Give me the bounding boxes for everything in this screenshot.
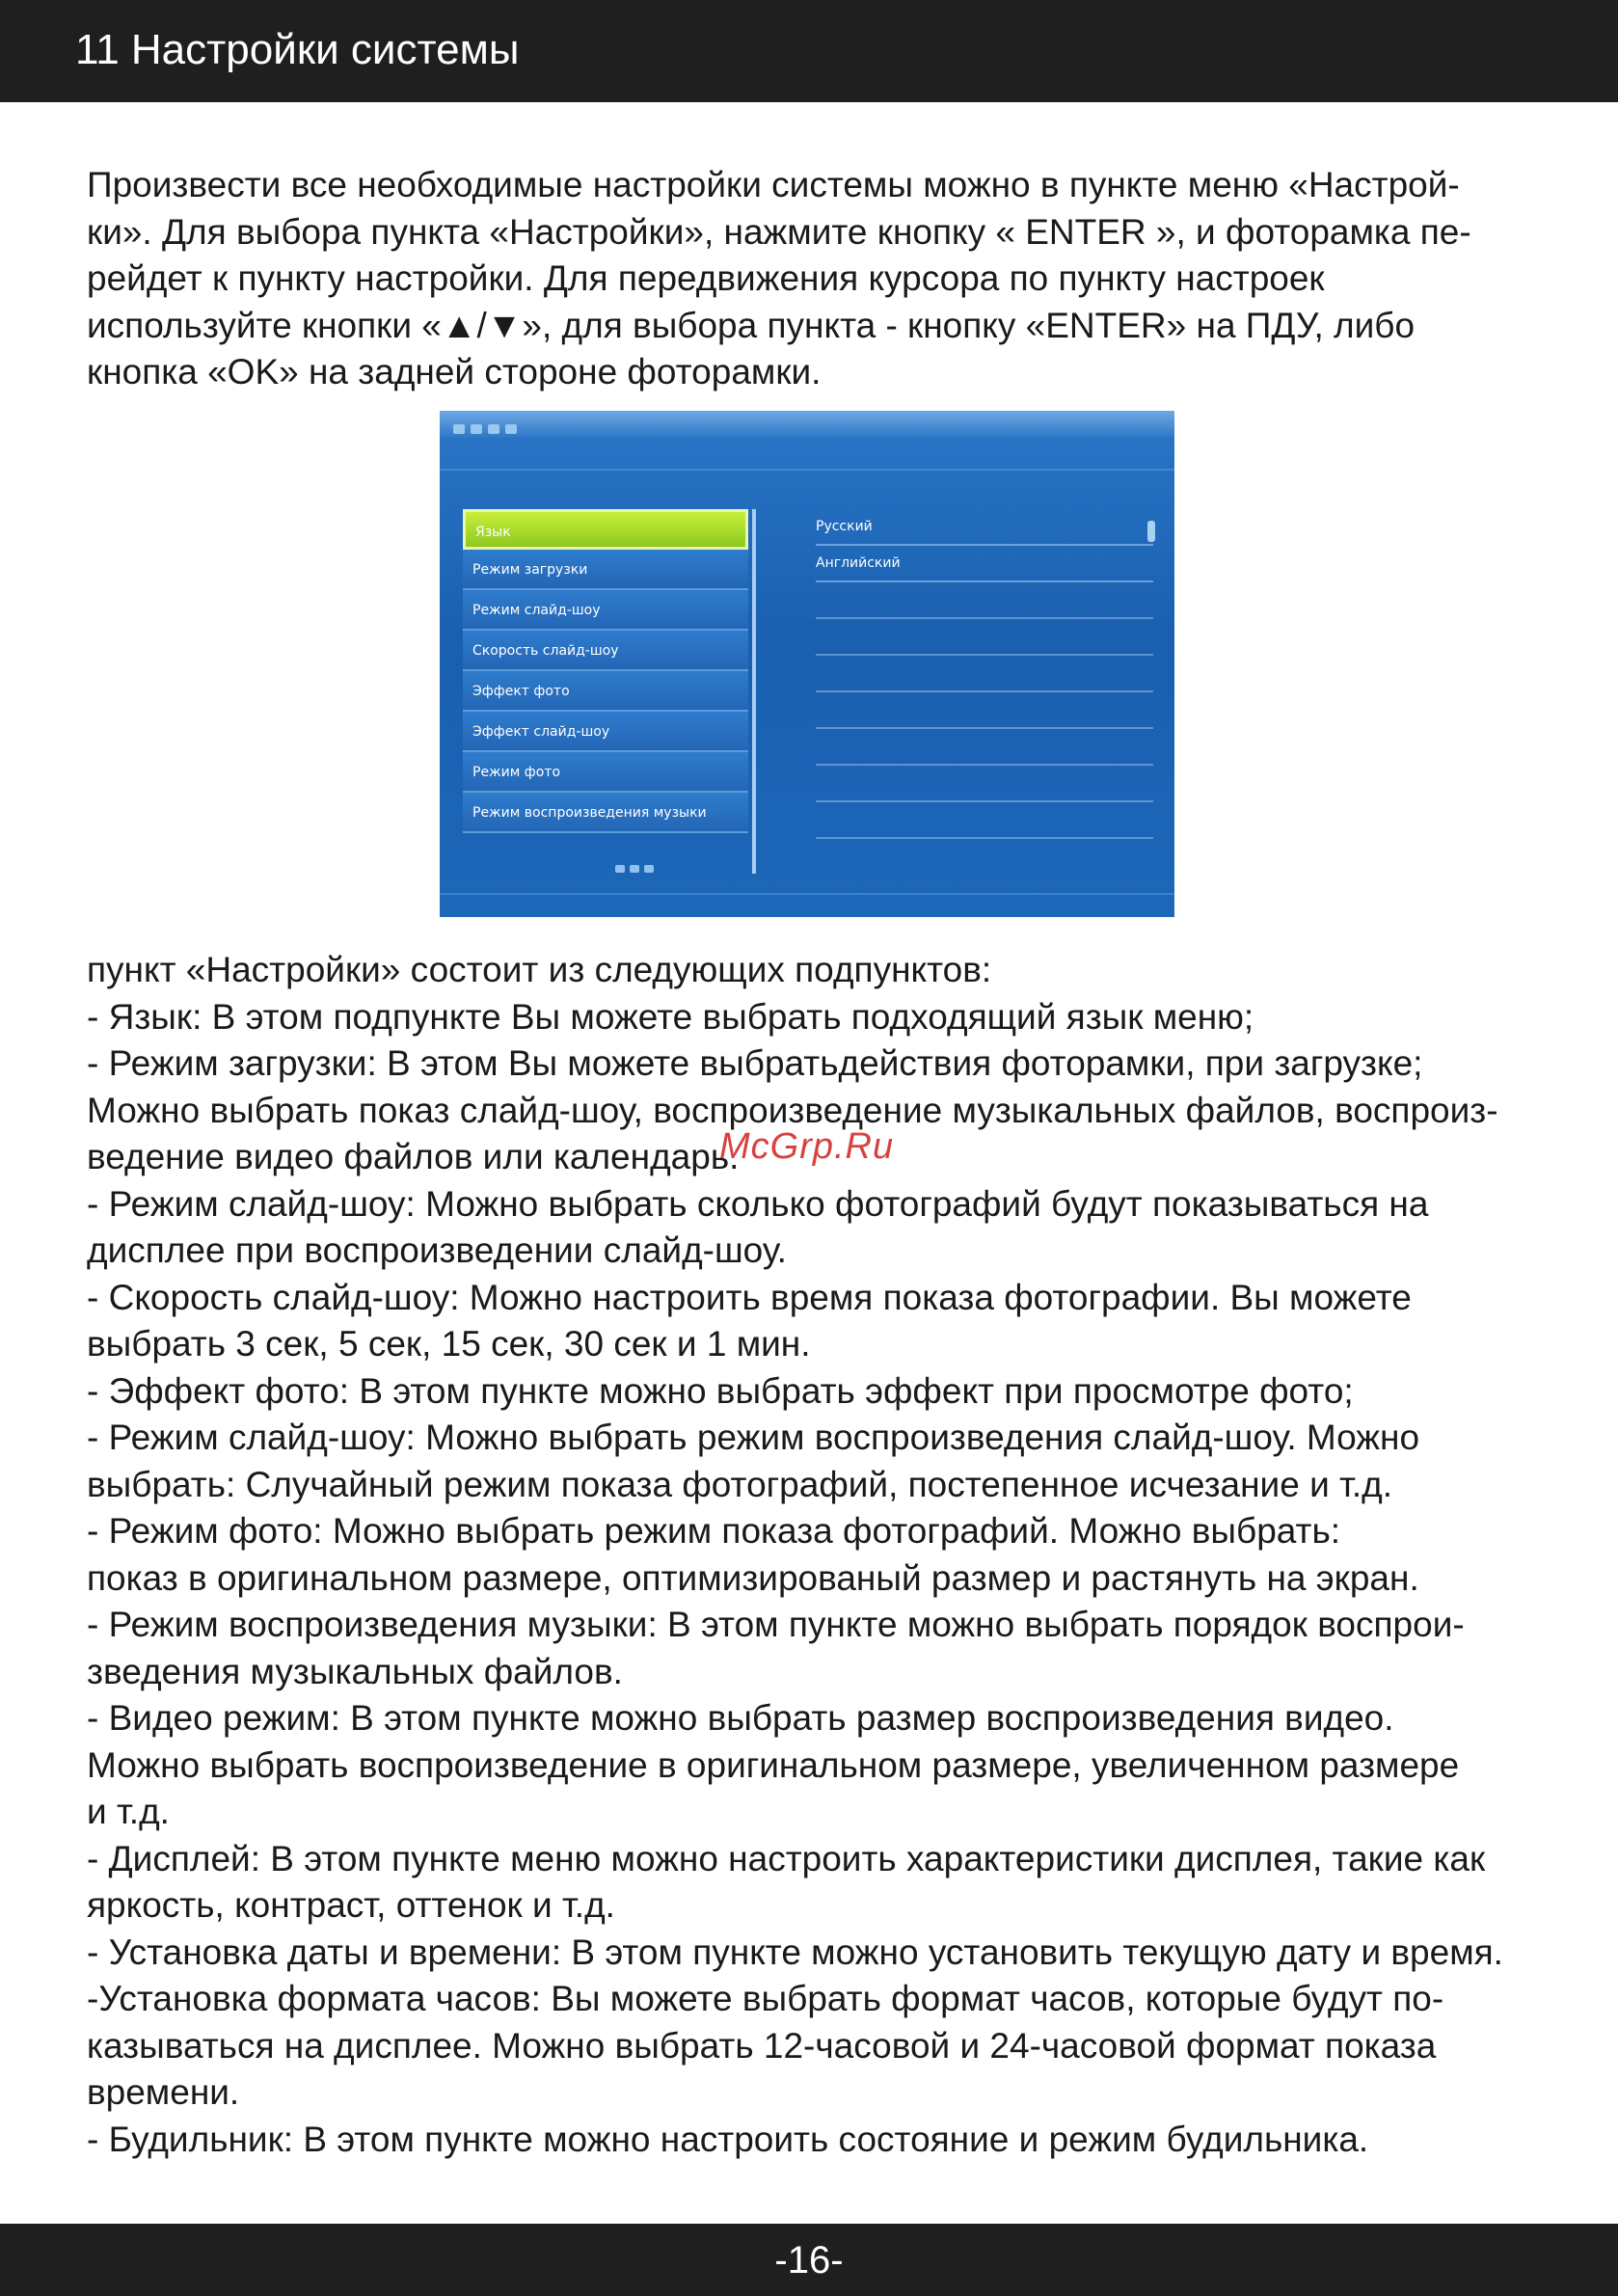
body-line: - Режим слайд-шоу: Можно выбрать сколько фотографий будут показываться на (87, 1183, 1429, 1224)
option-empty (816, 766, 1153, 802)
body-line: пункт «Настройки» состоит из следующих подпунктов: (87, 950, 992, 989)
screen-top-strip (440, 411, 1174, 438)
body-line: - Скорость слайд-шоу: Можно настроить время показа фотографии. Вы можете (87, 1277, 1412, 1317)
intro-line: ки». Для выбора пункта «Настройки», нажмите кнопку « ENTER », и фоторамка пе- (87, 211, 1471, 252)
option-empty (816, 582, 1153, 619)
menu-item-slideshow-effect[interactable]: Эффект слайд-шоу (463, 712, 748, 752)
option-empty (816, 619, 1153, 656)
menu-item-language[interactable]: Язык (463, 509, 748, 550)
scrollbar-thumb[interactable] (1147, 521, 1155, 542)
menu-item-photo-effect[interactable]: Эффект фото (463, 671, 748, 712)
divider (440, 893, 1174, 895)
watermark: McGrp.Ru (719, 1126, 895, 1167)
settings-menu (463, 509, 756, 874)
body-line: зведения музыкальных файлов. (87, 1651, 623, 1691)
body-line: - Установка даты и времени: В этом пункте можно установить текущую дату и время. (87, 1931, 1503, 1972)
body-line: - Режим фото: Можно выбрать режим показа фотографий. Можно выбрать: (87, 1511, 1341, 1551)
settings-screenshot (440, 411, 1174, 917)
option-english[interactable]: Английский (816, 546, 1153, 582)
menu-item-photo-mode[interactable]: Режим фото (463, 752, 748, 793)
intro-paragraph (87, 162, 1591, 396)
body-line: - Дисплей: В этом пункте меню можно настроить характеристики дисплея, такие как (87, 1838, 1486, 1878)
intro-line: Произвести все необходимые настройки системы можно в пункте меню «Настрой- (87, 165, 1460, 204)
menu-item-boot-mode[interactable]: Режим загрузки (463, 550, 748, 590)
body-line: - Язык: В этом подпункте Вы можете выбрать подходящий язык меню; (87, 996, 1254, 1037)
body-line: ведение видео файлов или календарь. (87, 1137, 740, 1176)
footer-bar (0, 2224, 1618, 2296)
body-line: яркость, контраст, оттенок и т.д. (87, 1885, 615, 1925)
body-line: времени. (87, 2072, 240, 2112)
page-indicator (615, 858, 659, 877)
language-options (816, 509, 1153, 839)
intro-line: кнопка «OK» на задней стороне фоторамки. (87, 352, 822, 392)
option-empty (816, 656, 1153, 692)
body-line: - Режим слайд-шоу: Можно выбрать режим воспроизведения слайд-шоу. Можно (87, 1418, 1420, 1457)
body-line: - Видео режим: В этом пункте можно выбрать размер воспроизведения видео. (87, 1698, 1394, 1738)
page-title: 11 Настройки системы (75, 26, 520, 73)
body-line: -Установка формата часов: Вы можете выбрать формат часов, которые будут по- (87, 1979, 1444, 2018)
body-line: Можно выбрать показ слайд-шоу, воспроизведение музыкальных файлов, воспроиз- (87, 1090, 1498, 1130)
header-bar (0, 0, 1618, 102)
menu-item-slideshow-speed[interactable]: Скорость слайд-шоу (463, 631, 748, 671)
option-empty (816, 692, 1153, 729)
body-line: дисплее при воспроизведении слайд-шоу. (87, 1230, 787, 1270)
option-russian[interactable]: Русский (816, 509, 1153, 546)
option-empty (816, 802, 1153, 839)
body-line: выбрать 3 сек, 5 сек, 15 сек, 30 сек и 1 мин. (87, 1324, 811, 1364)
page-number: -16- (774, 2239, 844, 2282)
intro-line: рейдет к пункту настройки. Для передвижения курсора по пункту настроек (87, 258, 1325, 298)
body-line: - Режим воспроизведения музыки: В этом пункте можно выбрать порядок воспрои- (87, 1605, 1465, 1644)
menu-item-music-mode[interactable]: Режим воспроизведения музыки (463, 793, 748, 833)
status-dots (453, 419, 523, 438)
body-line: - Эффект фото: В этом пункте можно выбрать эффект при просмотре фото; (87, 1370, 1354, 1411)
body-line: Можно выбрать воспроизведение в оригинальном размере, увеличенном размере (87, 1744, 1460, 1785)
body-line: казываться на дисплее. Можно выбрать 12-часовой и 24-часовой формат показа (87, 2025, 1437, 2066)
body-line: и т.д. (87, 1792, 170, 1831)
body-line: - Режим загрузки: В этом Вы можете выбратьдействия фоторамки, при загрузке; (87, 1043, 1423, 1083)
divider (440, 469, 1174, 471)
option-empty (816, 729, 1153, 766)
body-line: выбрать: Случайный режим показа фотографий, постепенное исчезание и т.д. (87, 1464, 1393, 1504)
body-line: - Будильник: В этом пункте можно настроить состояние и режим будильника. (87, 2119, 1369, 2159)
intro-line: используйте кнопки «▲/▼», для выбора пункта - кнопку «ENTER» на ПДУ, либо (87, 305, 1416, 345)
menu-item-slideshow-mode[interactable]: Режим слайд-шоу (463, 590, 748, 631)
body-line: показ в оригинальном размере, оптимизированый размер и растянуть на экран. (87, 1557, 1419, 1598)
